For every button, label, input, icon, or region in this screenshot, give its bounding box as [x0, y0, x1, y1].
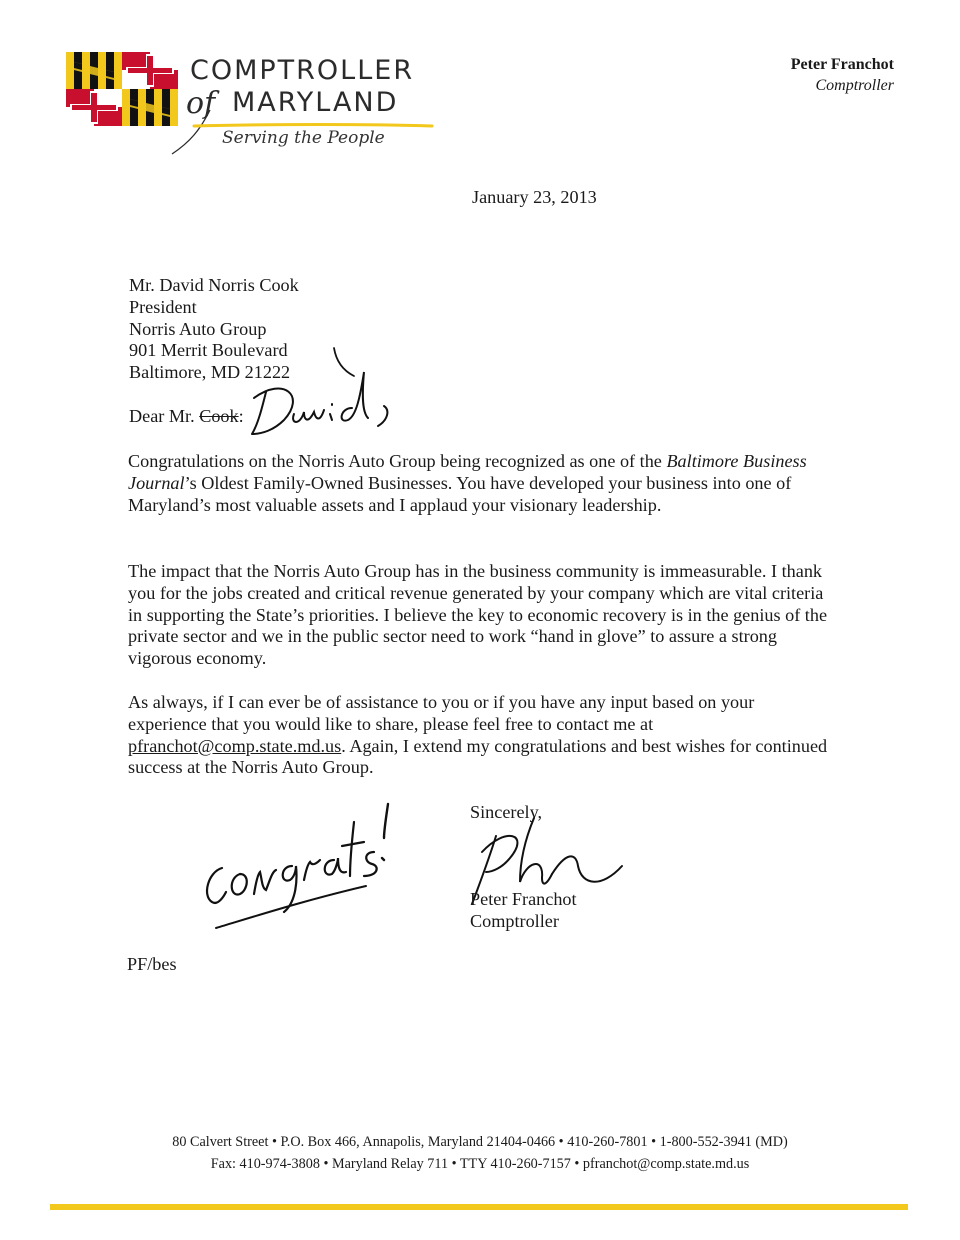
signatory-name: Peter Franchot	[470, 889, 577, 909]
closing: Sincerely,	[470, 802, 543, 822]
paragraph-text: . Again, I extend my congratulations and best wishes for continued success at the Norris Auto Group.	[128, 735, 828, 778]
publication-name: Baltimore Business Journal	[128, 451, 807, 493]
address-line: Mr. David Norris Cook	[129, 275, 299, 295]
address-line: President	[129, 296, 197, 317]
letter-date: January 23, 2013	[472, 187, 597, 207]
body-paragraph-2: The impact that the Norris Auto Group has in the business community is immeasurable. I thank you for the jobs created and critical revenue generated by your company which are vital criteria in supporting the State’s priorities. I believe the key to economic recovery is in the genius of the private sector and we in the public sector need to work “hand in glove” to assure a strong vigorous economy.	[128, 561, 828, 669]
salutation-struck-name: Cook	[199, 406, 239, 426]
sender-title: Comptroller	[815, 77, 894, 94]
letterhead-tagline: Serving the People	[222, 128, 385, 148]
footer-contact-line: Fax: 410-974-3808 • Maryland Relay 711 • TTY 410-260-7157 • pfranchot@comp.state.md.us	[210, 1156, 750, 1172]
email-link[interactable]: pfranchot@comp.state.md.us	[128, 735, 342, 756]
footer-address-line: 80 Calvert Street • P.O. Box 466, Annapolis, Maryland 21404-0466 • 410-260-7801 • 1-800-552-3941 (MD)	[172, 1134, 788, 1150]
body-paragraph-1	[128, 451, 828, 516]
salutation-suffix: :	[238, 406, 244, 426]
handwritten-david-signature	[244, 368, 404, 440]
paragraph-text: Congratulations on the Norris Auto Group being recognized as one of the	[128, 451, 667, 471]
sender-name: Peter Franchot	[790, 56, 894, 73]
address-line: Norris Auto Group	[129, 318, 267, 339]
salutation	[129, 406, 244, 428]
address-line: 901 Merrit Boulevard	[129, 340, 288, 361]
signatory-title: Comptroller	[470, 911, 559, 931]
letterhead-of: of	[186, 86, 216, 121]
maryland-flag-icon	[66, 52, 178, 126]
letterhead-title-line1: COMPTROLLER	[190, 55, 415, 86]
body-paragraph-3	[128, 692, 828, 779]
letterhead-title-line2: MARYLAND	[232, 87, 399, 118]
footer-gold-rule	[50, 1204, 908, 1210]
typist-initials: PF/bes	[127, 954, 177, 974]
paragraph-text: ’s Oldest Family-Owned Businesses. You have developed your business into one of Maryland’s most valuable assets and I applaud your visionary leadership.	[128, 472, 792, 515]
address-line: Baltimore, MD 21222	[129, 362, 291, 383]
handwritten-congrats-note	[196, 800, 406, 936]
salutation-prefix: Dear Mr.	[129, 406, 200, 426]
letterhead-swash	[170, 80, 440, 160]
paragraph-text: As always, if I can ever be of assistance to you or if you have any input based on your experience that you would like to share, please feel free to contact me at	[128, 692, 755, 734]
